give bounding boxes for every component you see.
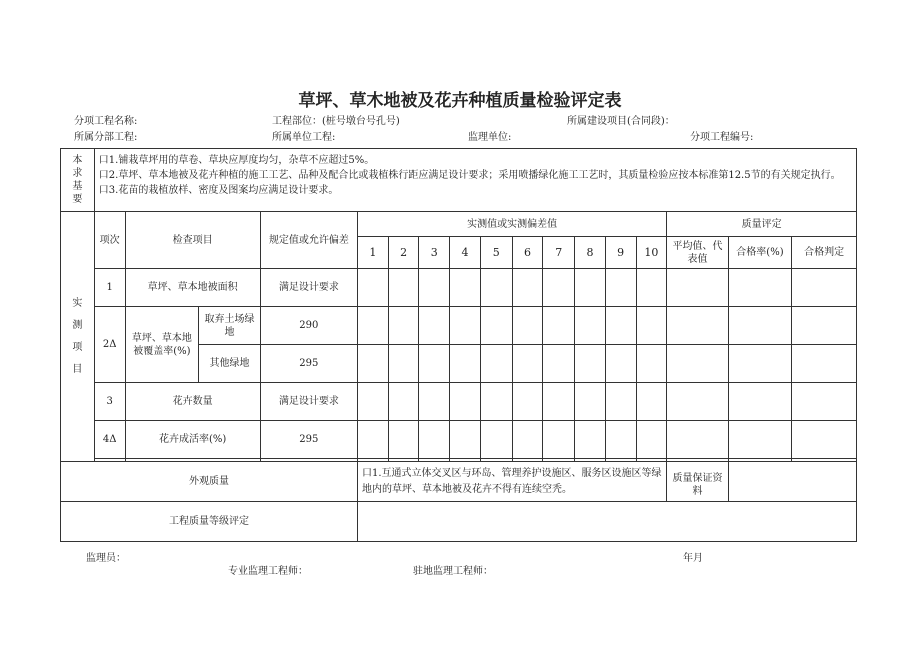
- header-spec: 规定值或允许偏差: [260, 212, 357, 269]
- col-header: 1: [358, 237, 389, 269]
- col-header: 8: [575, 237, 606, 269]
- quality-assurance-label: 质量保证资料: [667, 462, 728, 502]
- supervisor-label: 监理员：: [86, 553, 126, 564]
- col-header: 10: [636, 237, 667, 269]
- header-judge: 合格判定: [792, 237, 857, 269]
- col-header: 3: [419, 237, 450, 269]
- pro-engineer-label: 专业监理工程师：: [228, 566, 308, 577]
- appearance-label: 外观质量: [61, 462, 358, 502]
- section-label: 实测项目: [61, 212, 95, 462]
- date-label: 年月: [683, 553, 703, 564]
- appearance-text: 口1.互通式立体交叉区与环岛、管理养护设施区、服务区设施区等绿地内的草坪、草本地被及花卉不得有连续空秃。: [358, 462, 667, 502]
- meta-location: 工程部位：(桩号墩台号孔号): [272, 116, 400, 127]
- header-measured: 实测值或实测偏差值: [358, 212, 667, 237]
- table-row: 其他绿地 295: [61, 345, 857, 383]
- grade-label: 工程质量等级评定: [61, 502, 358, 542]
- header-index: 项次: [94, 212, 125, 269]
- table-row: 2Δ 草坪、草本地被覆盖率(%) 取弃土场绿地 290: [61, 307, 857, 345]
- header-rate: 合格率(%): [728, 237, 792, 269]
- inspection-table: [60, 148, 857, 542]
- meta-project-name: 分项工程名称:: [74, 116, 138, 127]
- table-row: 3 花卉数量 满足设计要求: [61, 383, 857, 421]
- col-header: 5: [480, 237, 512, 269]
- meta-supervision-unit: 监理单位:: [468, 132, 512, 143]
- table-row: 4Δ 花卉成活率(%) 295: [61, 421, 857, 459]
- header-quality: 质量评定: [667, 212, 857, 237]
- requirement-item: 口2.草坪、草本地被及花卉种植的施工工艺、品种及配合比或栽植株行距应满足设计要求；采用喷播绿化施工工艺时，其质量检验应按本标准第12.5节的有关规定执行。: [98, 170, 841, 181]
- meta-division: 所属分部工程:: [74, 132, 138, 143]
- table-row: 1 草坪、草本地被面积 满足设计要求: [61, 269, 857, 307]
- header-avg: 平均值、代表值: [667, 237, 728, 269]
- col-header: 4: [450, 237, 481, 269]
- page-title: 草坪、草木地被及花卉种植质量检验评定表: [298, 91, 622, 111]
- col-header: 2: [388, 237, 419, 269]
- requirements-label: 本求基要: [61, 149, 95, 212]
- col-header: 7: [543, 237, 575, 269]
- meta-unit-project: 所属单位工程:: [272, 132, 336, 143]
- col-header: 6: [512, 237, 543, 269]
- meta-construction-project: 所属建设项目(合同段)：: [567, 116, 675, 127]
- requirement-item: 口1.铺栽草坪用的草卷、草块应厚度均匀，杂草不应超过5%。: [98, 155, 375, 166]
- site-engineer-label: 驻地监理工程师：: [413, 566, 493, 577]
- requirements-text: [94, 149, 856, 212]
- col-header: 9: [605, 237, 636, 269]
- requirement-item: 口3.花苗的栽植放样、密度及图案均应满足设计要求。: [98, 185, 339, 196]
- meta-item-number: 分项工程编号:: [690, 132, 754, 143]
- header-item: 检查项目: [125, 212, 260, 269]
